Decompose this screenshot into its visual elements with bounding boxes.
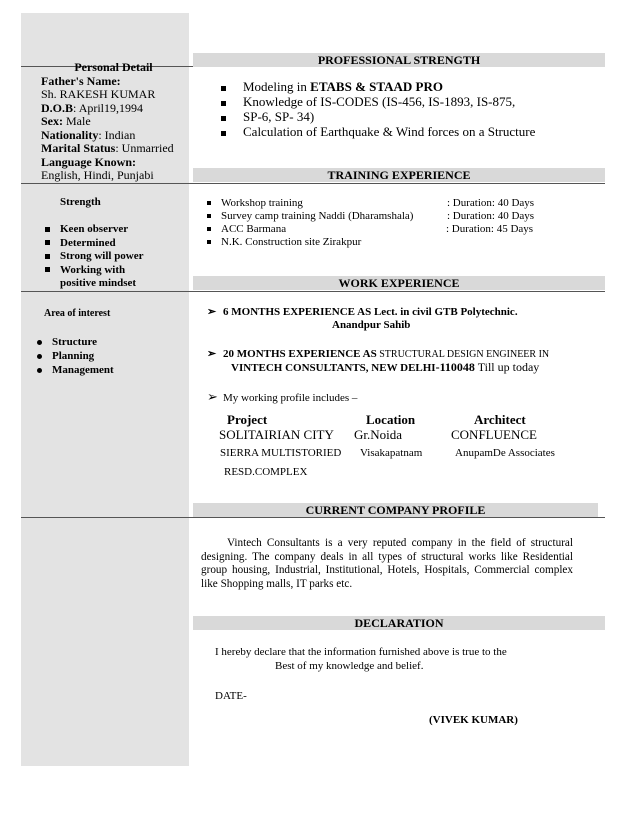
sex-line bbox=[41, 115, 186, 129]
location-cell: Visakapatnam bbox=[360, 447, 423, 459]
sex-label: Sex: bbox=[41, 114, 63, 128]
arrow-bullet-icon: ➢ bbox=[207, 389, 218, 404]
col-location: Location bbox=[366, 412, 416, 427]
work-experience-heading: WORK EXPERIENCE bbox=[193, 276, 605, 290]
square-bullet-icon bbox=[221, 86, 226, 91]
work-exp-2-cont: VINTECH CONSULTANTS, NEW DELHI-110048 Till up today bbox=[231, 360, 540, 374]
language-value: English, Hindi, Punjabi bbox=[41, 168, 154, 182]
training-list bbox=[207, 197, 547, 249]
arrow-bullet-icon: ➢ bbox=[207, 306, 217, 318]
training-item: Workshop training : Duration: 40 Days bbox=[207, 197, 547, 210]
work-exp-2: ➢ 20 MONTHS EXPERIENCE AS STRUCTURAL DESIGN ENGINEER IN bbox=[207, 348, 550, 360]
training-item: Survey camp training Naddi (Dharamshala) : Duration: 40 Days bbox=[207, 210, 547, 223]
interest-list bbox=[37, 335, 114, 377]
personal-detail-heading: Personal Detail bbox=[74, 60, 153, 74]
company-profile-text: Vintech Consultants is a very reputed company in the field of structural designing. The company deals in all types of structural works like Residential group housing, Industrial, Institutional, Hotels, Hospitals, Commercial complex like Shopping malls, IT parks etc. bbox=[201, 537, 573, 590]
nationality-label: Nationality bbox=[41, 127, 99, 142]
col-architect: Architect bbox=[474, 412, 526, 427]
strength-item: Working with bbox=[45, 264, 144, 278]
professional-item: Knowledge of IS-CODES (IS-456, IS-1893, IS-875, bbox=[221, 94, 535, 109]
dot-bullet-icon bbox=[37, 340, 42, 345]
project-cell: SOLITAIRIAN CITY bbox=[219, 427, 334, 442]
divider-training bbox=[21, 183, 605, 184]
work-exp-1-cont: Anandpur Sahib bbox=[332, 319, 411, 331]
declaration-line-2: Best of my knowledge and belief. bbox=[275, 660, 424, 672]
strength-item: Strong will power bbox=[45, 250, 144, 264]
dob-line bbox=[41, 102, 186, 116]
square-bullet-icon bbox=[207, 240, 211, 244]
square-bullet-icon bbox=[207, 214, 211, 218]
project-cell: SIERRA MULTISTORIED bbox=[220, 447, 342, 459]
sex-value: Male bbox=[63, 114, 91, 128]
col-project: Project bbox=[227, 412, 268, 427]
professional-strength-heading: PROFESSIONAL STRENGTH bbox=[193, 53, 605, 67]
square-bullet-icon bbox=[45, 254, 50, 259]
training-experience-heading: TRAINING EXPERIENCE bbox=[193, 168, 605, 182]
interest-item: Structure bbox=[37, 335, 114, 349]
working-profile-intro: ➢ My working profile includes – bbox=[207, 389, 358, 404]
nationality-line bbox=[41, 129, 186, 143]
training-item: ACC Barmana : Duration: 45 Days bbox=[207, 223, 547, 236]
location-cell: Gr.Noida bbox=[354, 427, 403, 442]
interest-item: Planning bbox=[37, 349, 114, 363]
dot-bullet-icon bbox=[37, 354, 42, 359]
strength-item: Keen observer bbox=[45, 223, 144, 237]
strength-list bbox=[45, 223, 144, 291]
declaration-heading: DECLARATION bbox=[193, 616, 605, 630]
divider-work bbox=[21, 291, 605, 292]
training-item: N.K. Construction site Zirakpur bbox=[207, 236, 547, 249]
square-bullet-icon bbox=[221, 116, 226, 121]
square-bullet-icon bbox=[45, 227, 50, 232]
professional-list bbox=[221, 79, 535, 139]
arrow-bullet-icon: ➢ bbox=[207, 348, 217, 360]
architect-cell: CONFLUENCE bbox=[451, 427, 537, 442]
declaration-line-1: I hereby declare that the information furnished above is true to the bbox=[215, 646, 507, 658]
language-label: Language Known: bbox=[41, 154, 137, 169]
interest-item: Management bbox=[37, 363, 114, 377]
fathers-name-value: Sh. RAKESH KUMAR bbox=[41, 87, 156, 101]
signature-name: (VIVEK KUMAR) bbox=[429, 714, 518, 726]
square-bullet-icon bbox=[45, 267, 50, 272]
architect-cell: AnupamDe Associates bbox=[455, 447, 555, 459]
square-bullet-icon bbox=[221, 131, 226, 136]
professional-item: SP-6, SP- 34) bbox=[221, 109, 535, 124]
professional-item: Calculation of Earthquake & Wind forces on a Structure bbox=[221, 124, 535, 139]
square-bullet-icon bbox=[221, 101, 226, 106]
square-bullet-icon bbox=[207, 201, 211, 205]
square-bullet-icon bbox=[45, 240, 50, 245]
company-profile-heading: CURRENT COMPANY PROFILE bbox=[193, 503, 598, 517]
fathers-name-label: Father's Name: bbox=[41, 73, 121, 88]
dob-label: D.O.B bbox=[41, 100, 74, 115]
dob-value: : April19,1994 bbox=[73, 100, 144, 115]
date-label: DATE- bbox=[215, 690, 247, 702]
interest-heading: Area of interest bbox=[44, 308, 111, 319]
project-cell-cont: RESD.COMPLEX bbox=[224, 466, 308, 478]
work-exp-1: ➢ 6 MONTHS EXPERIENCE AS Lect. in civil GTB Polytechnic. bbox=[207, 306, 518, 318]
strength-item-cont: positive mindset bbox=[60, 277, 137, 289]
square-bullet-icon bbox=[207, 227, 211, 231]
professional-item: Modeling in ETABS & STAAD PRO bbox=[221, 79, 535, 94]
marital-line bbox=[41, 142, 186, 156]
divider-company bbox=[21, 517, 605, 518]
strength-heading: Strength bbox=[60, 196, 101, 208]
dot-bullet-icon bbox=[37, 368, 42, 373]
nationality-value: : Indian bbox=[98, 127, 136, 142]
marital-value: : Unmarried bbox=[115, 141, 174, 155]
marital-label: Marital Status bbox=[41, 141, 116, 155]
personal-detail-block bbox=[41, 61, 186, 183]
strength-item: Determined bbox=[45, 237, 144, 251]
